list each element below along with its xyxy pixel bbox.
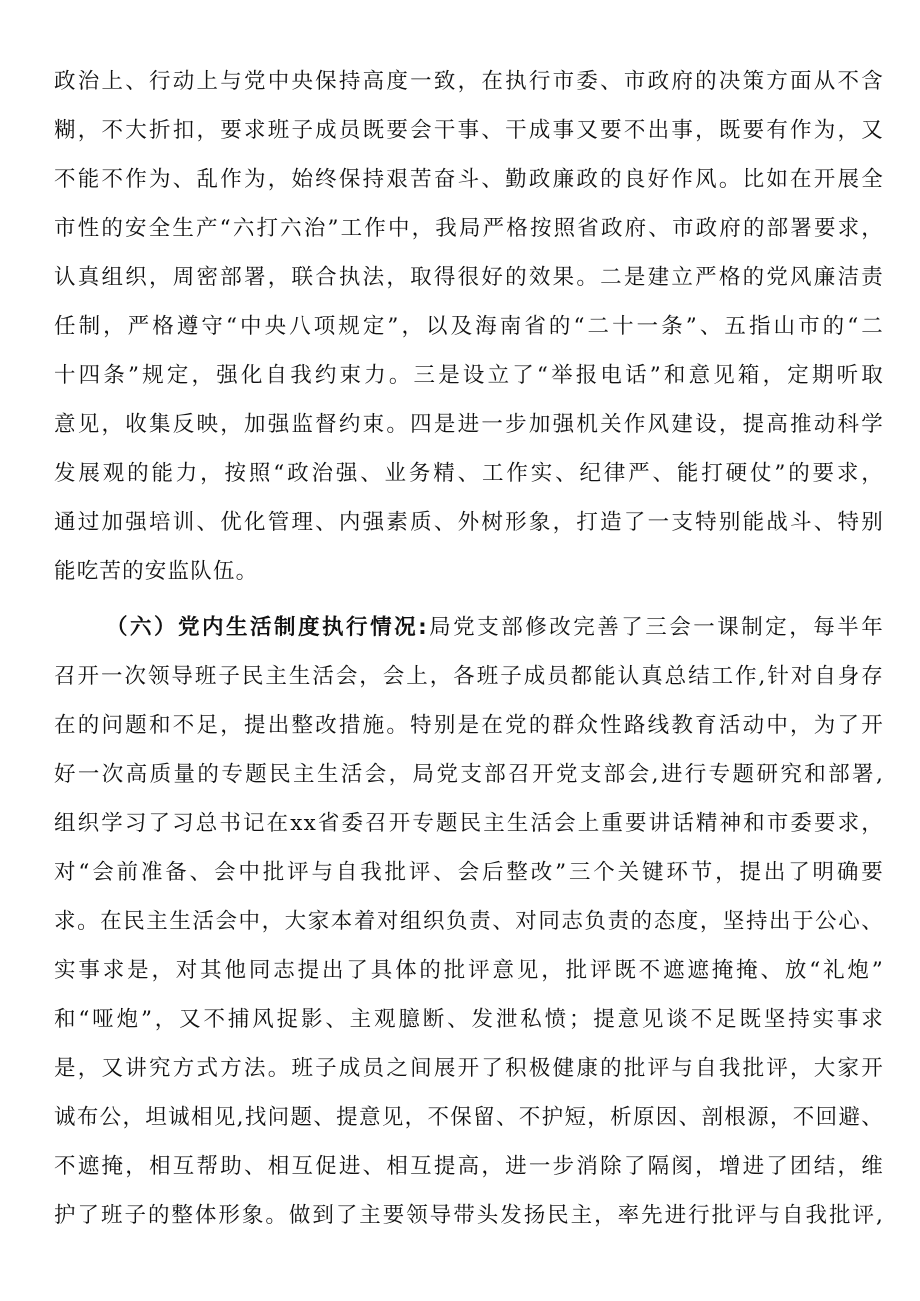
paragraph-line: 认真组织，周密部署，联合执法，取得很好的效果。二是建立严格的党风廉洁责 (54, 265, 884, 290)
paragraph-line: 好一次高质量的专题民主生活会，局党支部召开党支部会,进行专题研究和部署, (54, 762, 884, 787)
paragraph-line: 护了班子的整体形象。做到了主要领导带头发扬民主，率先进行批评与自我批评, (54, 1203, 884, 1228)
paragraph-line-last: 能吃苦的安监队伍。 (54, 559, 259, 584)
paragraph-line: 在的问题和不足，提出整改措施。特别是在党的群众性路线教育活动中，为了开 (54, 713, 884, 738)
paragraph-line: 发展观的能力，按照“政治强、业务精、工作实、纪律严、能打硬仗”的要求， (54, 461, 884, 486)
paragraph-line: 不能不作为、乱作为，始终保持艰苦奋斗、勤政廉政的良好作风。比如在开展全 (54, 167, 884, 192)
section-6-first-line (106, 608, 884, 648)
paragraph-line: 十四条”规定，强化自我约束力。三是设立了“举报电话”和意见箱，定期听取 (54, 363, 884, 388)
section-6-heading: （六）党内生活制度执行情况: (106, 615, 428, 640)
paragraph-line: 政治上、行动上与党中央保持高度一致，在执行市委、市政府的决策方面从不含 (54, 69, 884, 94)
paragraph-line: 实事求是，对其他同志提出了具体的批评意见，批评既不遮遮掩掩、放“礼炮” (54, 958, 884, 983)
paragraph-line: 市性的安全生产“六打六治”工作中，我局严格按照省政府、市政府的部署要求， (54, 216, 884, 241)
paragraph-line: 召开一次领导班子民主生活会，会上，各班子成员都能认真总结工作,针对自身存 (54, 664, 884, 689)
paragraph-line: 意见，收集反映，加强监督约束。四是进一步加强机关作风建设，提高推动科学 (54, 412, 884, 437)
paragraph-line: 通过加强培训、优化管理、内强素质、外树形象，打造了一支特别能战斗、特别 (54, 510, 884, 535)
paragraph-line: 是，又讲究方式方法。班子成员之间展开了积极健康的批评与自我批评，大家开 (54, 1056, 884, 1081)
paragraph-line: 任制，严格遵守“中央八项规定”，以及海南省的“二十一条”、五指山市的“二 (54, 314, 884, 339)
paragraph-line: 诚布公，坦诚相见,找问题、提意见，不保留、不护短，析原因、剖根源，不回避、 (54, 1105, 884, 1130)
paragraph-line: 求。在民主生活会中，大家本着对组织负责、对同志负责的态度，坚持出于公心、 (54, 909, 884, 934)
paragraph-line: 和“哑炮”，又不捕风捉影、主观臆断、发泄私愤；提意见谈不足既坚持实事求 (54, 1007, 884, 1032)
paragraph-line: 对“会前准备、会中批评与自我批评、会后整改”三个关键环节，提出了明确要 (54, 860, 884, 885)
section-6-first-line-text: 局党支部修改完善了三会一课制定，每半年 (427, 615, 884, 640)
paragraph-line: 不遮掩，相互帮助、相互促进、相互提高，进一步消除了隔阂，增进了团结，维 (54, 1154, 884, 1179)
paragraph-line: 组织学习了习总书记在xx省委召开专题民主生活会上重要讲话精神和市委要求， (54, 811, 884, 836)
paragraph-line: 糊，不大折扣，要求班子成员既要会干事、干成事又要不出事，既要有作为，又 (54, 118, 884, 143)
